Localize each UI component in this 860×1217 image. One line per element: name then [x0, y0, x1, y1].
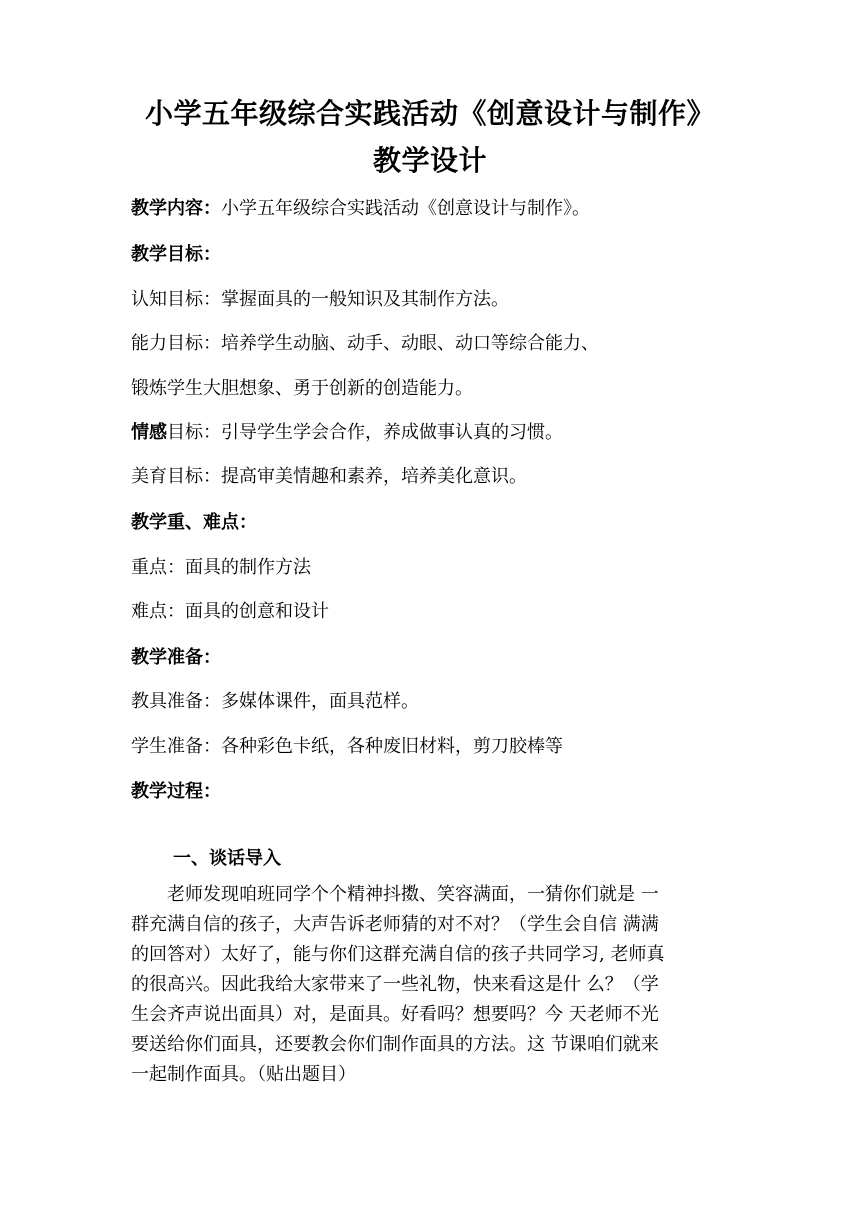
- document-subtitle: 教学设计: [372, 144, 487, 177]
- teaching-content-line: [131, 197, 590, 221]
- paragraph-line: 群充满自信的孩子，大声告诉老师猜的对不对？（学生会自信 满满: [131, 914, 659, 935]
- process-heading: 教学过程：: [131, 781, 221, 802]
- teaching-content-text: 小学五年级综合实践活动《创意设计与制作》。: [221, 198, 590, 219]
- objectives-heading: 教学目标：: [131, 244, 221, 265]
- key-point: 重点：面具的制作方法: [131, 557, 311, 578]
- paragraph-line: 老师发现咱班同学个个精神抖擞、笑容满面，一猜你们就是 一: [131, 884, 659, 905]
- paragraph-line: 一起制作面具。（贴出题目）: [131, 1064, 356, 1085]
- cognitive-objective: 认知目标：掌握面具的一般知识及其制作方法。: [131, 289, 509, 310]
- student-preparation: 学生准备：各种彩色卡纸，各种废旧材料，剪刀胶棒等: [131, 736, 563, 757]
- preparation-heading: 教学准备：: [131, 647, 221, 668]
- ability-objective-line2: 锻炼学生大胆想象、勇于创新的创造能力。: [131, 378, 473, 399]
- paragraph-line: 生会齐声说出面具）对，是面具。好看吗？想要吗？今 天老师不光: [131, 1004, 659, 1025]
- teacher-preparation: 教具准备：多媒体课件，面具范样。: [131, 691, 419, 712]
- aesthetic-objective: 美育目标：提高审美情趣和素养，培养美化意识。: [131, 466, 527, 487]
- emotion-objective-label: 情感: [131, 422, 167, 443]
- paragraph-line: 的回答对）太好了，能与你们这群充满自信的孩子共同学习, 老师真: [131, 944, 665, 965]
- teaching-content-label: 教学内容：: [131, 198, 221, 219]
- paragraph-line: 要送给你们面具，还要教会你们制作面具的方法。这 节课咱们就来: [131, 1034, 659, 1055]
- emotion-objective: [131, 421, 563, 445]
- paragraph-line: 的很高兴。因此我给大家带来了一些礼物，快来看这是什 么？（学: [131, 974, 659, 995]
- emotion-objective-text: 目标：引导学生学会合作，养成做事认真的习惯。: [167, 422, 563, 443]
- difficult-point: 难点：面具的创意和设计: [131, 601, 329, 622]
- ability-objective-line1: 能力目标：培养学生动脑、动手、动眼、动口等综合能力、: [131, 333, 599, 354]
- section-1-paragraph: [131, 880, 733, 1090]
- key-points-heading: 教学重、难点：: [131, 512, 257, 533]
- document-title: 小学五年级综合实践活动《创意设计与制作》: [144, 97, 715, 130]
- section-1-heading: 一、谈话导入: [173, 848, 281, 869]
